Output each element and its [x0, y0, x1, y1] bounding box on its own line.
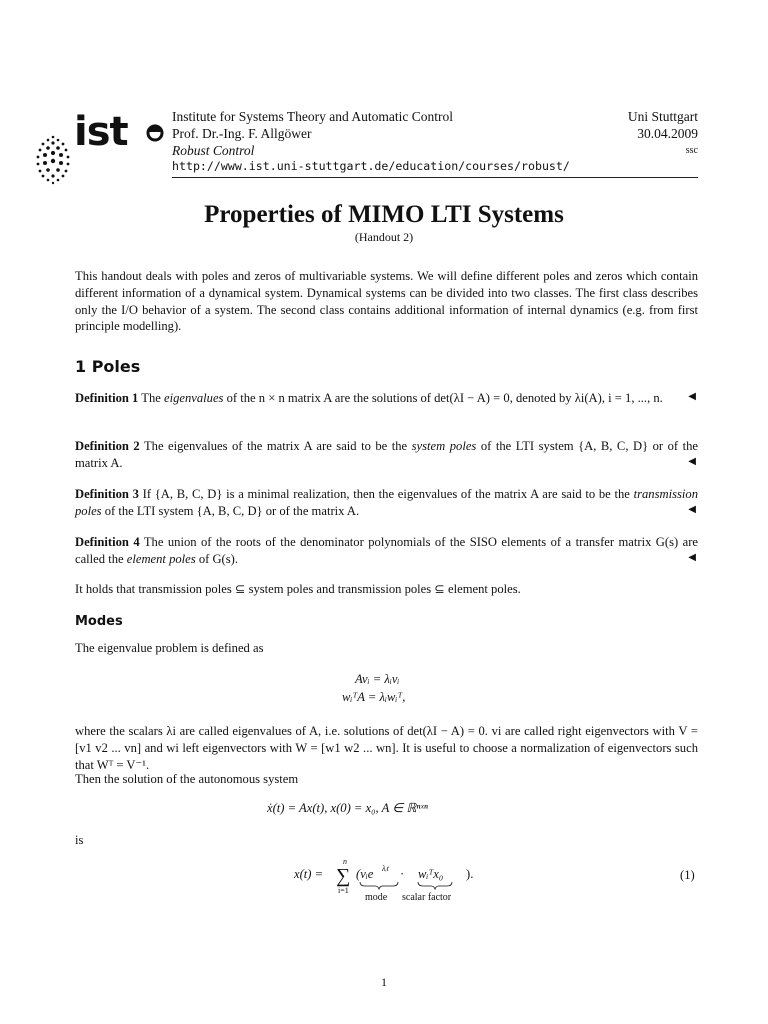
document-title: Properties of MIMO LTI Systems: [204, 201, 564, 228]
header-divider: [172, 177, 698, 178]
ist-logo-dots-icon: [36, 133, 70, 185]
mode-expression: (vᵢe: [356, 867, 374, 881]
definition-4: [75, 534, 698, 567]
equation-autonomous-system: ẋ(t) = Ax(t), x(0) = x₀, A ∈ ℝⁿˣⁿ: [267, 801, 428, 815]
definition-label: Definition 1: [75, 391, 139, 405]
scalar-brace: [418, 882, 452, 889]
is-text: is: [75, 833, 84, 847]
university-name: Uni Stuttgart: [627, 109, 698, 124]
section-heading-poles: 1 Poles: [75, 357, 141, 376]
eigenvalue-intro-text: The eigenvalue problem is defined as: [75, 641, 264, 655]
equation-left-eigen: wᵢᵀA = λᵢwᵢᵀ,: [342, 690, 406, 704]
definition-label: Definition 2: [75, 439, 140, 453]
header-line-1: [172, 109, 698, 125]
equation-right-eigen: Avᵢ = λᵢvᵢ: [355, 672, 400, 686]
handout-date: 30.04.2009: [637, 126, 698, 141]
definition-2: [75, 438, 698, 471]
definition-label: Definition 3: [75, 487, 139, 501]
definition-text-post: of the n × n matrix A are the solutions of det(λI − A) = 0, denoted by λi(A), i = 1, ..., n.: [226, 391, 663, 405]
scalar-factor-label: scalar factor: [402, 892, 452, 903]
definition-text-post: of the LTI system {A, B, C, D} or of the matrix A.: [75, 439, 698, 470]
document-subtitle: (Handout 2): [354, 230, 414, 244]
definition-text-pre: The: [141, 391, 161, 405]
course-code: ssc: [685, 145, 698, 156]
header-line-2: [172, 126, 698, 142]
scalar-expression: wᵢᵀx₀: [418, 867, 444, 881]
intro-text: This handout deals with poles and zeros of multivariable systems. We will define different poles and zeros which contain different information of a dynamical system. Dynamical systems can be divided into two classes. The first class describes only the I/O behavior of a system. The second class contains additional information of internal dynamics (e.g. from first principle modelling).: [75, 269, 698, 334]
definition-term: system poles: [411, 439, 477, 453]
header-line-3: [172, 143, 698, 159]
course-url[interactable]: http://www.ist.uni-stuttgart.de/education/courses/robust/: [172, 159, 570, 173]
autonomous-intro-text: Then the solution of the autonomous system: [75, 772, 299, 786]
definition-term: transmission poles: [75, 487, 698, 518]
definition-1: [75, 390, 698, 407]
end-of-definition-icon: ◀: [688, 551, 696, 563]
definition-3: [75, 486, 698, 519]
definition-text-pre: If {A, B, C, D} is a minimal realization, then the eigenvalues of the matrix A are said to be the: [142, 487, 630, 501]
definition-term: eigenvalues: [164, 391, 224, 405]
mode-label: mode: [365, 892, 388, 903]
professor-name: Prof. Dr.-Ing. F. Allgöwer: [172, 126, 312, 141]
subsection-heading-modes: Modes: [75, 614, 123, 629]
equation-number: (1): [680, 868, 695, 882]
definition-text-post: of G(s).: [198, 551, 238, 566]
definition-text-pre: The eigenvalues of the matrix A are said to be the: [143, 439, 408, 453]
poles-relation-text: It holds that transmission poles ⊆ system poles and transmission poles ⊆ element poles.: [75, 582, 521, 596]
intro-paragraph: [75, 268, 698, 335]
product-dot: ·: [400, 867, 405, 881]
end-of-definition-icon: ◀: [688, 503, 696, 515]
page-number: 1: [381, 975, 387, 989]
course-name: Robust Control: [172, 143, 255, 158]
mode-brace: [360, 882, 398, 889]
end-of-definition-icon: ◀: [688, 391, 696, 402]
sum-upper-limit: n: [343, 857, 347, 866]
end-of-definition-icon: ◀: [688, 455, 696, 467]
ist-logo: ist: [74, 109, 128, 155]
equation-lhs: x(t) =: [294, 867, 324, 881]
mode-exponent: λᵢt: [382, 864, 389, 873]
definition-text-pre: The union of the roots of the denominator polynomials of the SISO elements of a transfer matrix G(s) are called the: [75, 535, 699, 566]
equation-close: ).: [466, 867, 474, 881]
eigenvector-text: where the scalars λi are called eigenvalues of A, i.e. solutions of det(λI − A) = 0. vi are called right eigenvectors with V = [v1 v2 ... vn] and wi left eigenvectors with W = [w1 w2 ... wn]. It is useful to choose a normalization of eigenvectors such that Wᵀ = V⁻¹.: [75, 724, 698, 772]
equation-solution: [290, 852, 510, 904]
definition-text-post: of the LTI system {A, B, C, D} or of the matrix A.: [104, 503, 360, 518]
institute-name: Institute for Systems Theory and Automatic Control: [172, 109, 453, 124]
definition-label: Definition 4: [75, 535, 140, 549]
sum-symbol: ∑: [336, 865, 351, 887]
ist-logo-arrow-icon: [144, 123, 166, 149]
eigenvector-paragraph: [75, 723, 698, 773]
sum-lower-limit: i=1: [338, 886, 349, 895]
definition-term: element poles: [126, 551, 196, 566]
